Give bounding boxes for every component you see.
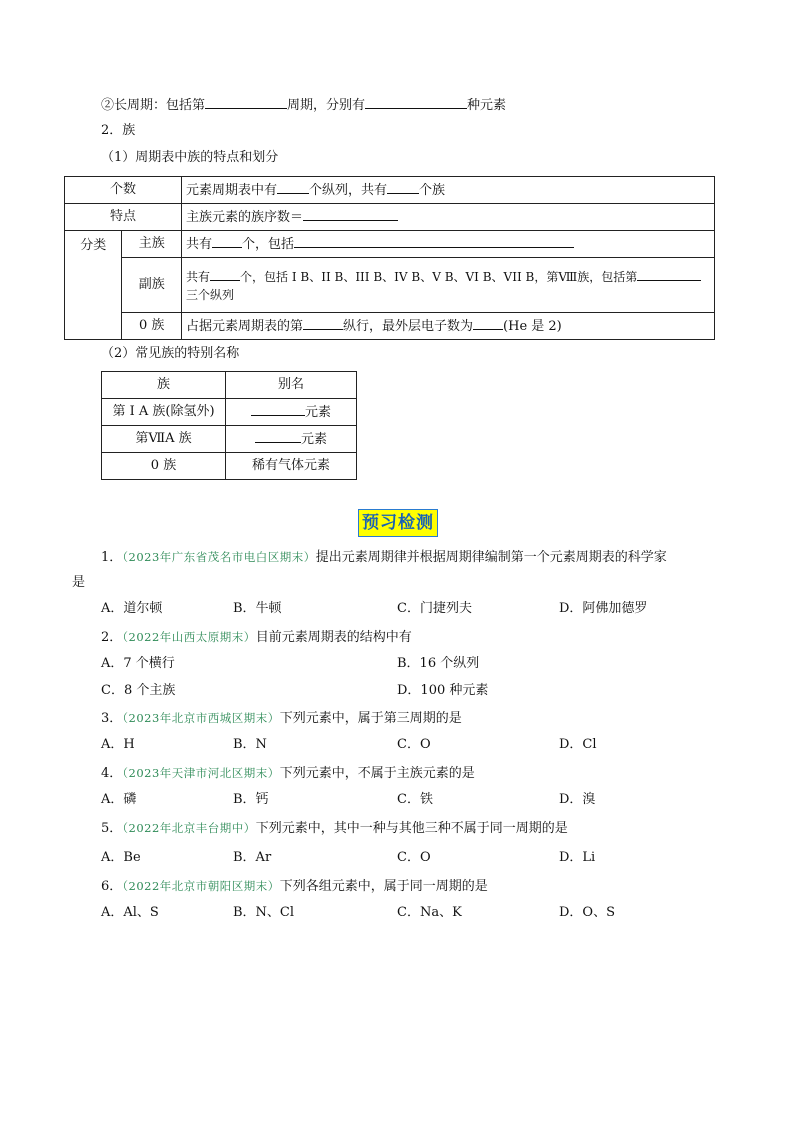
question-number: 3． bbox=[101, 711, 123, 726]
option[interactable]: B．牛顿 bbox=[233, 601, 282, 616]
blank bbox=[303, 316, 343, 330]
option[interactable]: D．Li bbox=[559, 850, 596, 865]
alias-cell: 稀有气体元素 bbox=[226, 453, 357, 480]
option[interactable]: C．门捷列夫 bbox=[397, 601, 472, 616]
family-heading: 2．族 bbox=[101, 123, 136, 138]
option[interactable]: B．钙 bbox=[233, 792, 269, 807]
zero-group-label: 0 族 bbox=[122, 313, 182, 340]
classify-label: 分类 bbox=[65, 231, 122, 340]
question-6 bbox=[101, 877, 488, 896]
question-stem: 提出元素周期律并根据周期律编制第一个元素周期表的科学家 bbox=[315, 550, 667, 565]
zero-group-content bbox=[182, 313, 715, 340]
option[interactable]: D．Cl bbox=[559, 737, 597, 752]
text: 共有 bbox=[186, 269, 211, 284]
option[interactable]: A．Al、S bbox=[101, 905, 159, 920]
main-group-label: 主族 bbox=[122, 231, 182, 258]
text: 元素周期表中有 bbox=[186, 183, 278, 198]
alias-cell bbox=[226, 399, 357, 426]
option[interactable]: D．100 种元素 bbox=[397, 683, 489, 698]
blank bbox=[387, 180, 419, 194]
option[interactable]: D．O、S bbox=[559, 905, 615, 920]
question-stem: 目前元素周期表的结构中有 bbox=[255, 630, 412, 645]
group-cell: 0 族 bbox=[102, 453, 226, 480]
header-alias: 别名 bbox=[226, 372, 357, 399]
question-number: 1． bbox=[101, 550, 123, 565]
text: 占据元素周期表的第 bbox=[186, 319, 304, 334]
question-5 bbox=[101, 819, 568, 838]
question-1-stem-cont: 是 bbox=[72, 575, 86, 590]
blank bbox=[294, 234, 574, 248]
blank bbox=[303, 207, 398, 221]
text: 元素 bbox=[304, 405, 331, 420]
option[interactable]: C．8 个主族 bbox=[101, 683, 176, 698]
main-group-content bbox=[182, 231, 715, 258]
text: (He 是 2) bbox=[503, 319, 562, 334]
option[interactable]: B．Ar bbox=[233, 850, 272, 865]
option[interactable]: A．磷 bbox=[101, 792, 137, 807]
blank bbox=[212, 234, 242, 248]
family-sub1: （1）周期表中族的特点和划分 bbox=[101, 150, 279, 165]
blank bbox=[473, 316, 503, 330]
option[interactable]: A．Be bbox=[101, 850, 141, 865]
group-cell: 第 I A 族(除氢外) bbox=[102, 399, 226, 426]
text: 三个纵列 bbox=[186, 287, 235, 302]
header-group: 族 bbox=[102, 372, 226, 399]
blank bbox=[251, 402, 305, 416]
long-period-mid: 周期，分别有 bbox=[287, 98, 366, 113]
long-period-post: 种元素 bbox=[467, 98, 507, 113]
question-source: （2023年广东省茂名市电白区期末） bbox=[122, 550, 316, 564]
special-names-table bbox=[101, 371, 357, 480]
text: 个族 bbox=[419, 183, 446, 198]
group-cell: 第ⅦA 族 bbox=[102, 426, 226, 453]
option[interactable]: D．溴 bbox=[559, 792, 596, 807]
text: 主族元素的族序数＝ bbox=[186, 210, 304, 225]
row-count-content bbox=[182, 177, 715, 204]
question-stem: 下列元素中，属于第三周期的是 bbox=[279, 711, 462, 726]
blank bbox=[255, 429, 301, 443]
question-source: （2022年北京丰台期中） bbox=[122, 821, 256, 835]
question-stem: 下列元素中，其中一种与其他三种不属于同一周期的是 bbox=[255, 821, 568, 836]
family-sub2: （2）常见族的特别名称 bbox=[101, 346, 240, 361]
long-period-line bbox=[101, 95, 506, 115]
blank bbox=[205, 95, 287, 109]
question-source: （2023年天津市河北区期末） bbox=[122, 766, 280, 780]
section-title: 预习检测 bbox=[358, 509, 438, 537]
question-stem: 下列元素中，不属于主族元素的是 bbox=[279, 766, 475, 781]
option[interactable]: C．O bbox=[397, 850, 431, 865]
alias-cell bbox=[226, 426, 357, 453]
question-stem: 下列各组元素中，属于同一周期的是 bbox=[279, 879, 488, 894]
option[interactable]: A．道尔顿 bbox=[101, 601, 163, 616]
question-number: 6． bbox=[101, 879, 123, 894]
question-number: 5． bbox=[101, 821, 123, 836]
text: 个，包括 bbox=[242, 237, 295, 252]
option[interactable]: D．阿佛加德罗 bbox=[559, 601, 648, 616]
question-number: 2． bbox=[101, 630, 123, 645]
option[interactable]: A．H bbox=[101, 737, 135, 752]
option[interactable]: C．铁 bbox=[397, 792, 433, 807]
option[interactable]: B．16 个纵列 bbox=[397, 656, 480, 671]
blank bbox=[277, 180, 309, 194]
sub-group-label: 副族 bbox=[122, 258, 182, 313]
question-source: （2022年山西太原期末） bbox=[122, 630, 256, 644]
option[interactable]: B．N bbox=[233, 737, 267, 752]
text: 共有 bbox=[186, 237, 213, 252]
question-number: 4． bbox=[101, 766, 123, 781]
question-4 bbox=[101, 764, 475, 783]
long-period-pre: ②长周期：包括第 bbox=[101, 98, 206, 113]
blank bbox=[637, 267, 701, 281]
text: 个纵列，共有 bbox=[309, 183, 388, 198]
option[interactable]: A．7 个横行 bbox=[101, 656, 175, 671]
option[interactable]: C．Na、K bbox=[397, 905, 462, 920]
row-feature-label: 特点 bbox=[65, 204, 182, 231]
option[interactable]: B．N、Cl bbox=[233, 905, 295, 920]
family-features-table bbox=[64, 176, 715, 340]
question-3 bbox=[101, 709, 462, 728]
question-1 bbox=[101, 548, 667, 567]
question-2 bbox=[101, 628, 412, 647]
option[interactable]: C．O bbox=[397, 737, 431, 752]
text: 元素 bbox=[300, 432, 327, 447]
blank bbox=[365, 95, 467, 109]
blank bbox=[210, 267, 240, 281]
question-source: （2023年北京市西城区期末） bbox=[122, 711, 280, 725]
question-source: （2022年北京市朝阳区期末） bbox=[122, 879, 280, 893]
text: 个，包括 I B、II B、III B、IV B、V B、VI B、VII B，第Ⅷ族，包括第 bbox=[240, 269, 638, 284]
text: 纵行，最外层电子数为 bbox=[343, 319, 474, 334]
row-count-label: 个数 bbox=[65, 177, 182, 204]
row-feature-content bbox=[182, 204, 715, 231]
sub-group-content bbox=[182, 258, 715, 313]
